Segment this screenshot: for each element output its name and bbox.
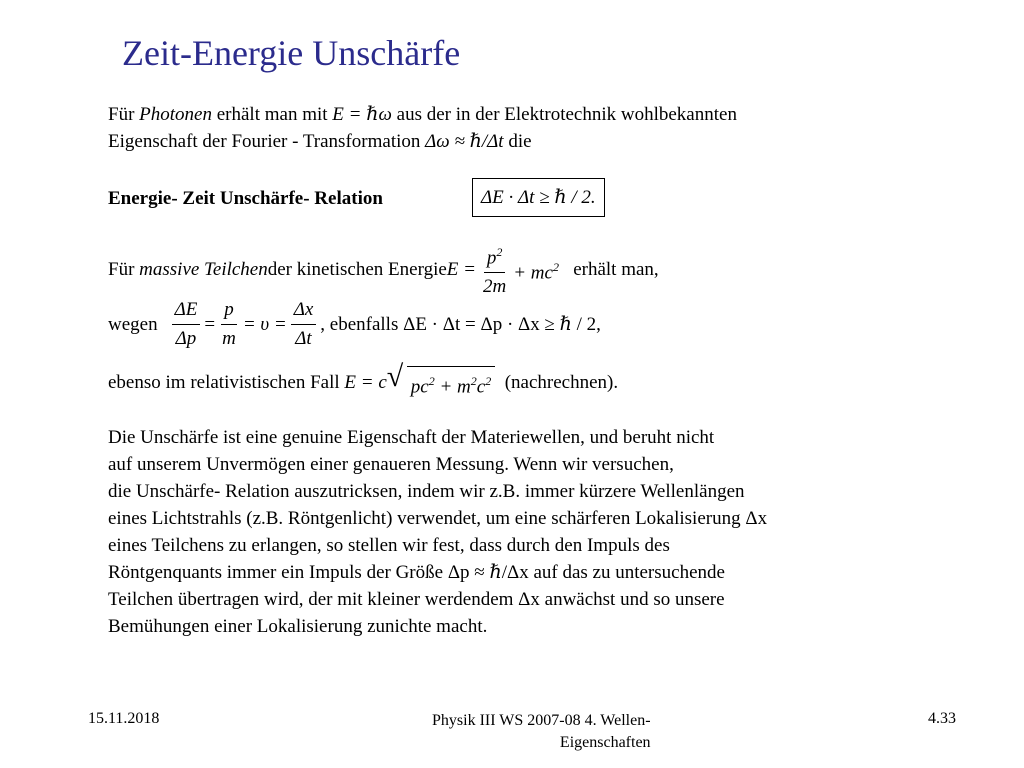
- page-title: Zeit-Energie Unschärfe: [122, 33, 461, 73]
- paragraph-line: Die Unschärfe ist eine genuine Eigenschaft der Materiewellen, und beruht nicht: [108, 427, 715, 448]
- fraction-dx-dt: $\frac{\Delta x}{\Delta t}$: [291, 298, 317, 351]
- paragraph-line: eines Lichtstrahls (z.B. Röntgenlicht) verwendet, um eine schärferen Lokalisierung Δx: [108, 508, 768, 529]
- text: erhält man mit: [211, 104, 333, 125]
- text: Für: [108, 104, 140, 125]
- paragraph-line: die Unschärfe- Relation auszutricksen, indem wir z.B. immer kürzere Wellenlängen: [108, 481, 745, 502]
- text: ebenso im relativistischen Fall: [108, 372, 340, 394]
- photon-line-2: [108, 129, 532, 154]
- text: der kinetischen Energie: [267, 259, 447, 281]
- fraction-de-dp: $\frac{\Delta E}{\Delta p}$: [172, 298, 201, 351]
- paragraph-line: Teilchen übertragen wird, der mit kleiner werdendem Δx anwächst und so unsere: [108, 589, 725, 610]
- footer-center: [432, 710, 651, 754]
- footer-page-number: 4.33: [928, 710, 956, 727]
- text: Eigenschaft der Fourier - Transformation: [108, 131, 426, 152]
- photonen-word: Photonen: [139, 104, 212, 125]
- ebenfalls-text: , ebenfalls ΔE · Δt = Δp · Δx ≥ ℏ / 2,: [320, 314, 601, 335]
- square-root: [386, 360, 495, 399]
- equals: =: [204, 314, 216, 335]
- formula-fourier: Δω ≈ ℏ/Δt: [425, 131, 504, 152]
- footer-chapter: Eigenschaften: [559, 734, 651, 751]
- plus-mc2: + $mc^2$: [513, 259, 559, 283]
- wegen-line: [108, 298, 601, 351]
- fraction-p-m: $\frac{p}{m}$: [222, 299, 236, 349]
- photon-line-1: [108, 102, 737, 127]
- text: Für: [108, 259, 135, 281]
- fraction-p2-2m: [480, 240, 509, 299]
- paragraph-line: Bemühungen einer Lokalisierung zunichte macht.: [108, 616, 488, 637]
- paragraph-line: eines Teilchens zu erlangen, so stellen wir fest, dass durch den Impuls des: [108, 535, 670, 556]
- relation-formula-box: [472, 178, 605, 217]
- formula-e-hbar-omega: E = ℏω: [332, 104, 392, 125]
- wegen-word: wegen: [108, 314, 158, 335]
- fraction-denominator: 2m: [482, 276, 507, 298]
- relation-formula: ΔE · Δt ≥ ℏ / 2.: [481, 187, 596, 208]
- massive-teilchen: massive Teilchen: [139, 259, 268, 281]
- footer-date: 15.11.2018: [88, 710, 160, 727]
- footer-course: Physik III WS 2007-08 4. Wellen-: [432, 712, 651, 729]
- nachrechnen: (nachrechnen).: [504, 372, 619, 394]
- uncertainty-paragraph: [108, 424, 767, 640]
- radical-sign: √: [386, 360, 404, 393]
- fraction-numerator: $p^2$: [484, 240, 506, 273]
- paragraph-line: auf unserem Unvermögen einer genaueren Messung. Wenn wir versuchen,: [108, 454, 674, 475]
- text: erhält man,: [573, 259, 659, 281]
- text: aus der in der Elektrotechnik wohlbekannten: [391, 104, 737, 125]
- text: die: [503, 131, 532, 152]
- relation-label: Energie- Zeit Unschärfe- Relation: [108, 188, 383, 209]
- radicand: $pc^2 + m^2c^2$: [407, 366, 495, 399]
- equals-upsilon: = υ =: [242, 314, 287, 335]
- e-equals: E =: [446, 259, 476, 281]
- paragraph-line: Röntgenquants immer ein Impuls der Größe Δp ≈ ℏ/Δx auf das zu untersuchende: [108, 562, 725, 583]
- relativistic-line: [108, 360, 619, 399]
- massive-line: [108, 240, 659, 299]
- e-equals-c: E = c: [344, 372, 387, 394]
